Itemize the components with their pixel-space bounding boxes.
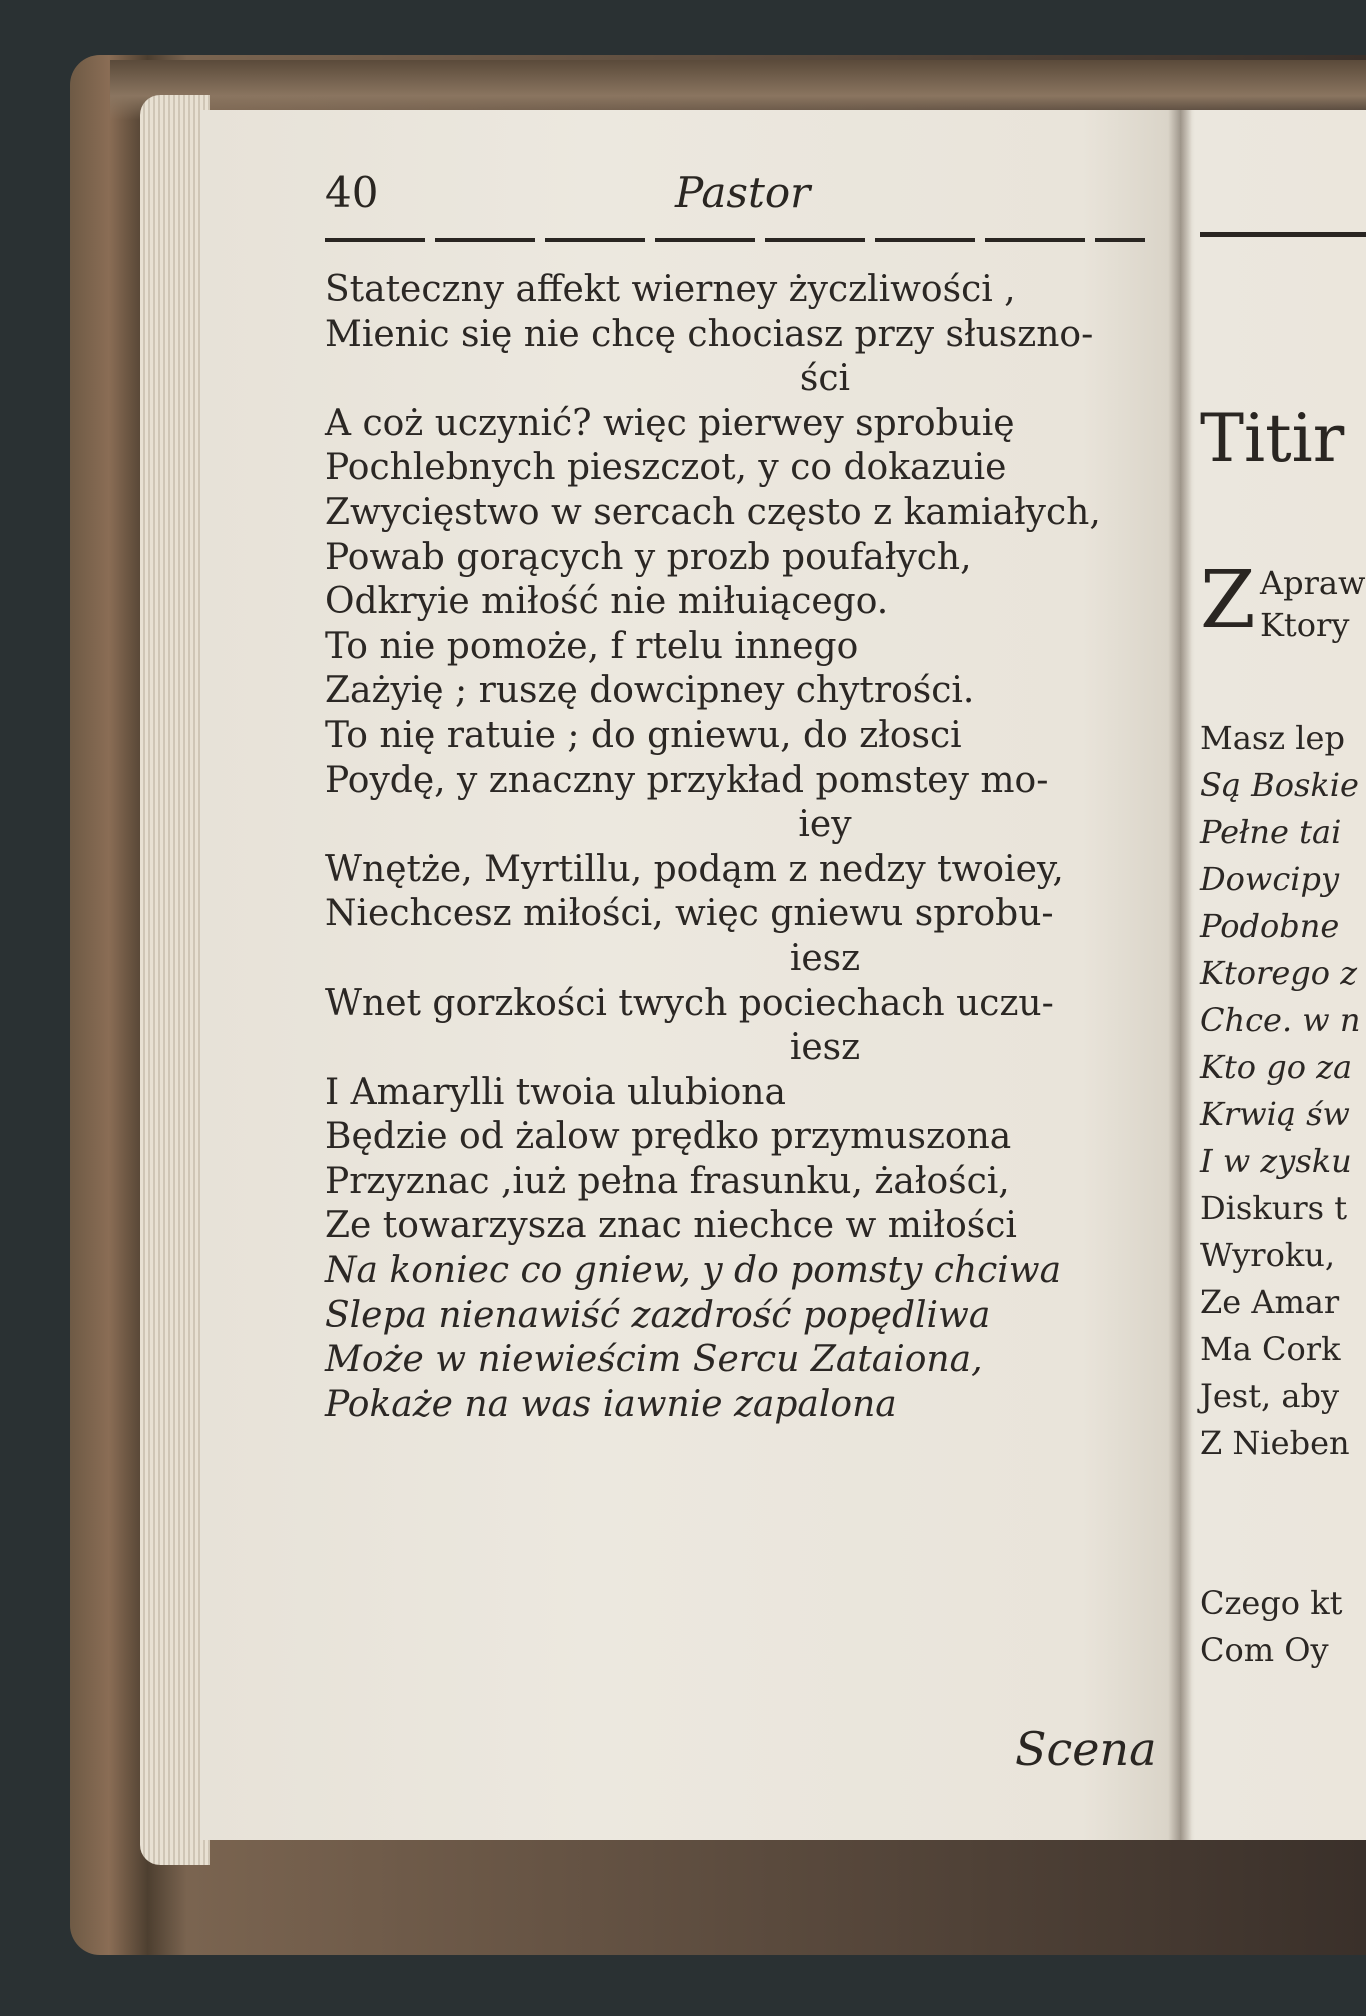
header-rule <box>325 238 1145 242</box>
text-line: Dowcipy <box>1200 860 1340 898</box>
right-page-heading: Titir <box>1200 400 1345 477</box>
text-line: Krwią św <box>1200 1095 1350 1133</box>
text-line: Zwycięstwo w sercach często z kamiałych, <box>325 491 1101 533</box>
text-line: Stateczny affekt wierney życzliwości , <box>325 269 1016 310</box>
text-line: Slepa nienawiść zazdrość popędliwa <box>325 1294 991 1336</box>
text-line: Czego kt <box>1200 1584 1343 1622</box>
text-line: iesz <box>789 1027 861 1069</box>
text-line: Poydę, y znaczny przykład pomstey mo- <box>325 759 1049 801</box>
text-line: Powab gorących y prozb poufałych, <box>325 536 972 578</box>
text-line: ści <box>799 358 851 400</box>
text-line: I Amarylli twoia ulubiona <box>325 1071 786 1113</box>
text-line: Podobne <box>1200 907 1340 945</box>
text-line: Wnet gorzkości twych pociechach uczu- <box>325 982 1054 1024</box>
text-line: Jest, aby <box>1200 1377 1340 1415</box>
text-line: Zażyię ; ruszę dowcipney chytrości. <box>325 670 975 712</box>
book-gutter <box>1168 110 1192 1840</box>
text-line: Niechcesz miłości, więc gniewu sprobu- <box>325 893 1054 935</box>
text-line: Wyroku, <box>1200 1236 1335 1274</box>
text-line: Mienic się nie chcę chociasz przy słuszno- <box>325 313 1094 355</box>
running-title: Pastor <box>675 168 811 217</box>
text-line: To nie pomoże, f rtelu innego <box>325 625 859 667</box>
text-line: Wnętże, Myrtillu, podąm z nedzy twoiey, <box>325 848 1064 890</box>
drop-initial: Z <box>1200 553 1256 646</box>
text-line: A coż uczynić? więc pierwey sprobuię <box>325 402 1015 444</box>
right-header-rule <box>1200 232 1366 237</box>
text-line: Na koniec co gniew, y do pomsty chciwa <box>325 1250 1062 1292</box>
text-line: To nię ratuie ; do gniewu, do złosci <box>325 714 962 756</box>
initial-word-1: Apraw <box>1260 564 1366 602</box>
text-line: Z Nieben <box>1200 1424 1350 1462</box>
text-line: Pochlebnych pieszczot, y co dokazuie <box>325 447 1007 489</box>
initial-word-2: Ktory <box>1260 606 1350 644</box>
text-line: Są Boskie <box>1200 766 1359 804</box>
text-line: Przyznac ,iuż pełna frasunku, żałości, <box>325 1160 1010 1202</box>
text-line: Com Oy <box>1200 1631 1329 1669</box>
text-line: Diskurs t <box>1200 1189 1348 1227</box>
text-line: Masz lep <box>1200 719 1345 757</box>
right-page-text-bottom <box>1200 1580 1366 1674</box>
catchword: Scena <box>1015 1722 1157 1776</box>
text-line: Ze towarzysza znac niechce w miłości <box>325 1205 1017 1247</box>
left-page-text <box>325 268 1145 1427</box>
text-line: Może w niewieścim Sercu Zataiona, <box>325 1339 983 1381</box>
text-line: Chce. w n <box>1200 1001 1361 1039</box>
text-line: Ktorego z <box>1200 954 1358 992</box>
text-line: Ma Cork <box>1200 1330 1341 1368</box>
text-line: Odkryie miłość nie miłuiącego. <box>325 581 889 623</box>
text-line: iesz <box>789 937 861 979</box>
text-line: I w zysku <box>1200 1142 1352 1180</box>
text-line: Pełne tai <box>1200 813 1342 851</box>
text-line: iey <box>798 804 852 846</box>
initial-words <box>1260 562 1365 646</box>
page-number: 40 <box>325 168 379 217</box>
text-line: Ze Amar <box>1200 1283 1340 1321</box>
text-line: Kto go za <box>1200 1048 1353 1086</box>
text-line: Będzie od żalow prędko przymuszona <box>325 1116 1012 1158</box>
page-header <box>325 168 1145 228</box>
right-page-text <box>1200 715 1366 1467</box>
text-line: Pokaże na was iawnie zapalona <box>325 1383 897 1425</box>
